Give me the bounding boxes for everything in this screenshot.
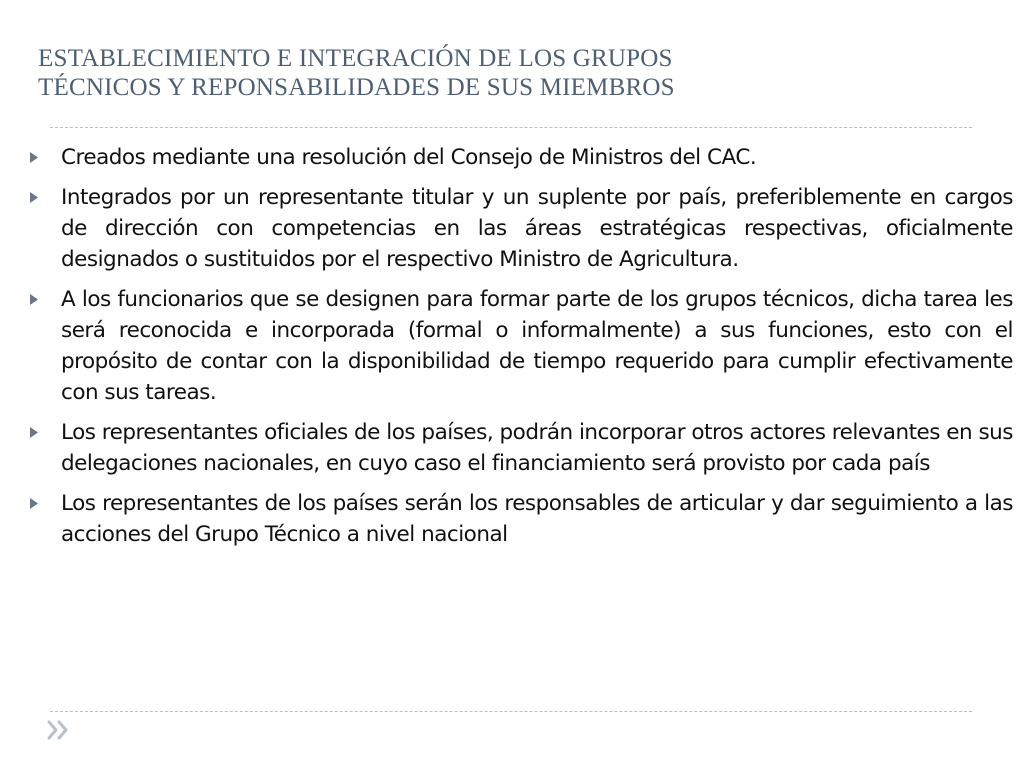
bullet-item-3 bbox=[28, 284, 1013, 408]
double-chevron-right-icon bbox=[46, 716, 74, 744]
slide-title-line-2: TÉCNICOS Y REPONSABILIDADES DE SUS MIEMBROS bbox=[38, 74, 675, 101]
bullet-text: A los funcionarios que se designen para formar parte de los grupos técnicos, dicha tarea les será reconocida e incorporada (formal o informalmente) a sus funciones, esto con el propósito de contar con la disponibilidad de tiempo requerido para cumplir efectivamente con sus tareas. bbox=[61, 287, 1013, 405]
slide-title-line-1: ESTABLECIMIENTO E INTEGRACIÓN DE LOS GRUPOS bbox=[38, 45, 673, 72]
bullet-item-4 bbox=[28, 417, 1013, 479]
triangle-right-icon bbox=[30, 498, 38, 509]
triangle-right-icon bbox=[30, 152, 38, 163]
bullet-item-5 bbox=[28, 488, 1013, 550]
triangle-right-icon bbox=[30, 192, 38, 203]
title-divider bbox=[50, 127, 972, 128]
bullet-item-2 bbox=[28, 182, 1013, 275]
triangle-right-icon bbox=[30, 294, 38, 305]
bullet-text: Los representantes oficiales de los países, podrán incorporar otros actores relevantes en sus delegaciones nacionales, en cuyo caso el financiamiento será provisto por cada país bbox=[61, 420, 1013, 476]
slide-title bbox=[38, 44, 978, 102]
bullet-text: Creados mediante una resolución del Consejo de Ministros del CAC. bbox=[61, 145, 757, 170]
bullet-text: Integrados por un representante titular y un suplente por país, preferiblemente en cargos de dirección con competencias en las áreas estratégicas respectivas, oficialmente designados o sustituidos por el respectivo Ministro de Agricultura. bbox=[61, 185, 1013, 272]
bullet-list bbox=[28, 142, 1013, 559]
bullet-item-1 bbox=[28, 142, 1013, 173]
bullet-text: Los representantes de los países serán los responsables de articular y dar seguimiento a las acciones del Grupo Técnico a nivel nacional bbox=[61, 491, 1013, 547]
triangle-right-icon bbox=[30, 427, 38, 438]
footer-divider bbox=[50, 711, 972, 712]
